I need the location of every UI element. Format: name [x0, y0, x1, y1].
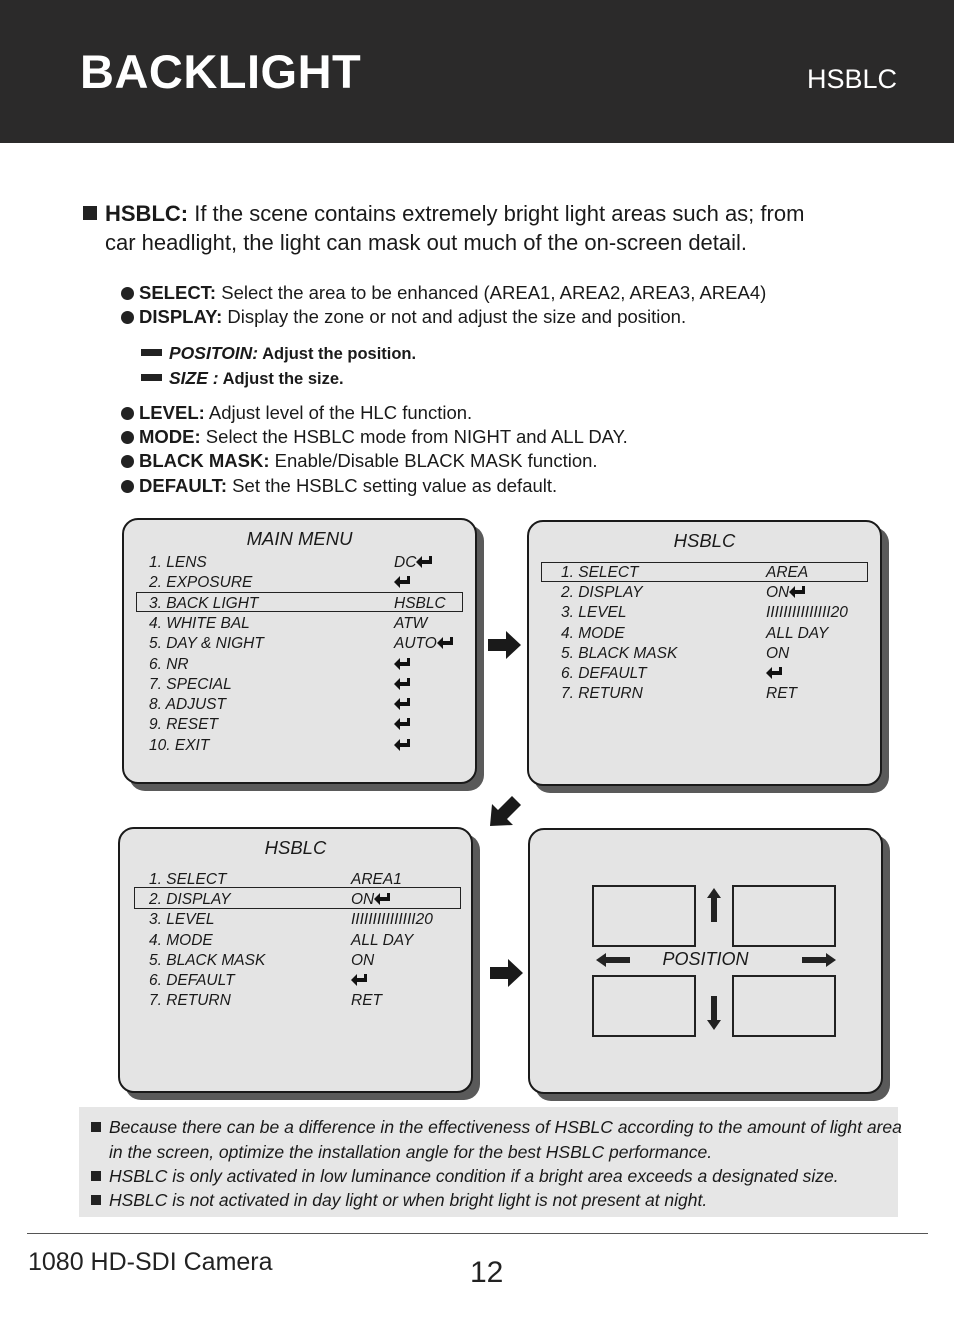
intro-line-1: If the scene contains extremely bright light areas such as; from [188, 201, 805, 226]
area-box [592, 885, 696, 947]
note-text: HSBLC is only activated in low luminance condition if a bright area exceeds a designated size. [109, 1166, 839, 1186]
enter-icon [394, 678, 410, 690]
sub-text: Adjust the position. [258, 345, 417, 363]
notes-box [79, 1107, 902, 1217]
menu-row-label: 7. SPECIAL [149, 675, 232, 693]
bullet-list-a [121, 281, 766, 329]
note-text: HSBLC is not activated in day light or when bright light is not present at night. [109, 1190, 708, 1210]
dot-bullet-icon [121, 455, 134, 468]
menu-row-label: 2. DISPLAY [149, 891, 231, 909]
dash-bullet-icon [141, 374, 162, 381]
square-bullet-icon [91, 1195, 101, 1205]
list-item [121, 305, 766, 329]
enter-icon [437, 637, 453, 649]
menu-row-value: ON [766, 644, 790, 662]
bullet-term: BLACK MASK: [139, 450, 270, 472]
page-header [0, 0, 954, 143]
bullet-text: Adjust level of the HLC function. [204, 402, 473, 423]
dash-bullet-icon [141, 349, 162, 356]
menu-row-label: 3. LEVEL [149, 911, 215, 929]
menu-row-value: ON [351, 951, 375, 969]
arrow-right-icon [488, 630, 522, 660]
menu-row-label: 6. NR [149, 655, 189, 673]
menu-row-value: ON [766, 584, 805, 602]
dot-bullet-icon [121, 311, 134, 324]
bullet-text: Select the HSBLC mode from NIGHT and ALL DAY. [200, 426, 628, 448]
main-menu-screen [122, 518, 477, 784]
list-item [141, 341, 416, 366]
note-text: Because there can be a difference in the effectiveness of HSBLC according to the amount of light area [109, 1117, 902, 1137]
note-text: in the screen, optimize the installation angle for the best HSBLC performance. [109, 1142, 713, 1162]
area-box [732, 885, 836, 947]
screen-title: HSBLC [673, 530, 736, 551]
menu-row-label: 4. MODE [149, 931, 213, 949]
bullet-term: SELECT: [139, 282, 217, 303]
product-name: 1080 HD-SDI Camera [28, 1248, 273, 1276]
list-item [121, 401, 628, 425]
page-title: BACKLIGHT [80, 45, 362, 98]
menu-row-label: 5. DAY & NIGHT [149, 635, 264, 653]
bullet-term: DEFAULT: [139, 474, 228, 496]
list-item [121, 425, 628, 449]
menu-row-value: RET [766, 685, 797, 703]
enter-icon [394, 658, 410, 670]
intro-term: HSBLC: [105, 201, 189, 226]
menu-row-label: 3. BACK LIGHT [149, 594, 259, 612]
menu-row-label: 7. RETURN [149, 992, 231, 1010]
intro-paragraph [83, 199, 883, 257]
menu-row-label: 4. WHITE BAL [149, 614, 250, 632]
menu-row-value: IIIIIIIIIIIIIII20 [351, 911, 433, 929]
menu-row-value [351, 972, 367, 990]
list-item [141, 366, 416, 391]
arrow-down-icon [706, 996, 722, 1030]
enter-icon [351, 974, 367, 986]
menu-row-label: 5. BLACK MASK [561, 644, 678, 662]
menu-row-value [394, 676, 410, 694]
bullet-text: Select the area to be enhanced (AREA1, AREA2, AREA3, AREA4) [216, 282, 767, 303]
list-item [121, 281, 766, 305]
display-sub-list [141, 341, 416, 391]
bullet-text: Set the HSBLC setting value as default. [227, 474, 558, 496]
sub-term: SIZE : [169, 368, 219, 388]
enter-icon [374, 893, 390, 905]
bullet-list-b [121, 401, 628, 498]
menu-row-label: 1. SELECT [561, 564, 639, 581]
menu-row-value: AREA [766, 564, 809, 581]
menu-row-label: 1. SELECT [149, 871, 227, 888]
menu-row-value [394, 656, 410, 674]
dot-bullet-icon [121, 480, 134, 493]
menu-row-value [394, 737, 410, 755]
menu-row-label: 4. MODE [561, 624, 625, 642]
menu-row-value [394, 696, 410, 714]
list-item [121, 474, 628, 498]
dot-bullet-icon [121, 287, 134, 300]
enter-icon [394, 576, 410, 588]
menu-row-value [394, 574, 410, 592]
menu-row-value: HSBLC [394, 594, 446, 612]
menu-row-value [766, 665, 782, 683]
menu-row-label: 1. LENS [149, 554, 207, 571]
arrow-right-icon [490, 958, 524, 988]
square-bullet-icon [83, 206, 97, 220]
menu-row-label: 2. EXPOSURE [149, 574, 253, 592]
footer-divider [27, 1233, 928, 1234]
sub-text: Adjust the size. [218, 370, 344, 388]
menu-row-label: 6. DEFAULT [149, 972, 235, 989]
menu-row-value: IIIIIIIIIIIIIII20 [766, 604, 848, 622]
square-bullet-icon [91, 1171, 101, 1181]
area-box [732, 975, 836, 1037]
bullet-term: LEVEL: [139, 402, 205, 423]
position-screen [528, 828, 883, 1094]
enter-icon [394, 739, 410, 751]
menu-row-label: 8. ADJUST [149, 696, 226, 714]
sub-term: POSITOIN: [169, 343, 259, 363]
menu-row-value: AREA1 [351, 871, 402, 888]
list-item [121, 449, 628, 473]
menu-row-value: ALL DAY [351, 931, 414, 949]
menu-row-label: 7. RETURN [561, 685, 643, 703]
bullet-text: Enable/Disable BLACK MASK function. [269, 450, 598, 472]
dot-bullet-icon [121, 431, 134, 444]
menu-row-label: 10. EXIT [149, 736, 210, 754]
bullet-term: MODE: [139, 426, 201, 448]
screen-title: MAIN MENU [246, 528, 353, 549]
menu-row-value: ATW [394, 614, 428, 632]
enter-icon [766, 667, 782, 679]
menu-row-label: 9. RESET [149, 716, 218, 734]
screen-title: HSBLC [264, 837, 327, 858]
page-number: 12 [470, 1256, 504, 1289]
square-bullet-icon [91, 1122, 101, 1132]
bullet-text: Display the zone or not and adjust the size and position. [222, 306, 687, 328]
intro-line-2: car headlight, the light can mask out much of the on-screen detail. [105, 230, 748, 255]
menu-row-label: 2. DISPLAY [561, 584, 643, 602]
hsblc-menu-screen-1 [527, 520, 882, 786]
menu-row-label: 5. BLACK MASK [149, 951, 266, 969]
enter-icon [416, 556, 432, 568]
enter-icon [789, 586, 805, 598]
arrow-up-icon [706, 888, 722, 922]
position-label: POSITION [662, 949, 749, 969]
enter-icon [394, 718, 410, 730]
menu-row-label: 6. DEFAULT [561, 665, 647, 682]
menu-row-value: RET [351, 992, 382, 1010]
menu-row-value: DC [394, 554, 432, 572]
menu-row-label: 3. LEVEL [561, 604, 627, 622]
bullet-term: DISPLAY: [139, 306, 223, 328]
menu-row-value: AUTO [394, 635, 453, 653]
arrow-down-left-icon [488, 796, 522, 828]
section-label: HSBLC [806, 64, 897, 94]
dot-bullet-icon [121, 407, 134, 420]
menu-row-value: ALL DAY [766, 624, 829, 642]
menu-row-value [394, 716, 410, 734]
menu-row-value: ON [351, 891, 390, 909]
area-box [592, 975, 696, 1037]
enter-icon [394, 698, 410, 710]
hsblc-menu-screen-2 [118, 827, 473, 1093]
